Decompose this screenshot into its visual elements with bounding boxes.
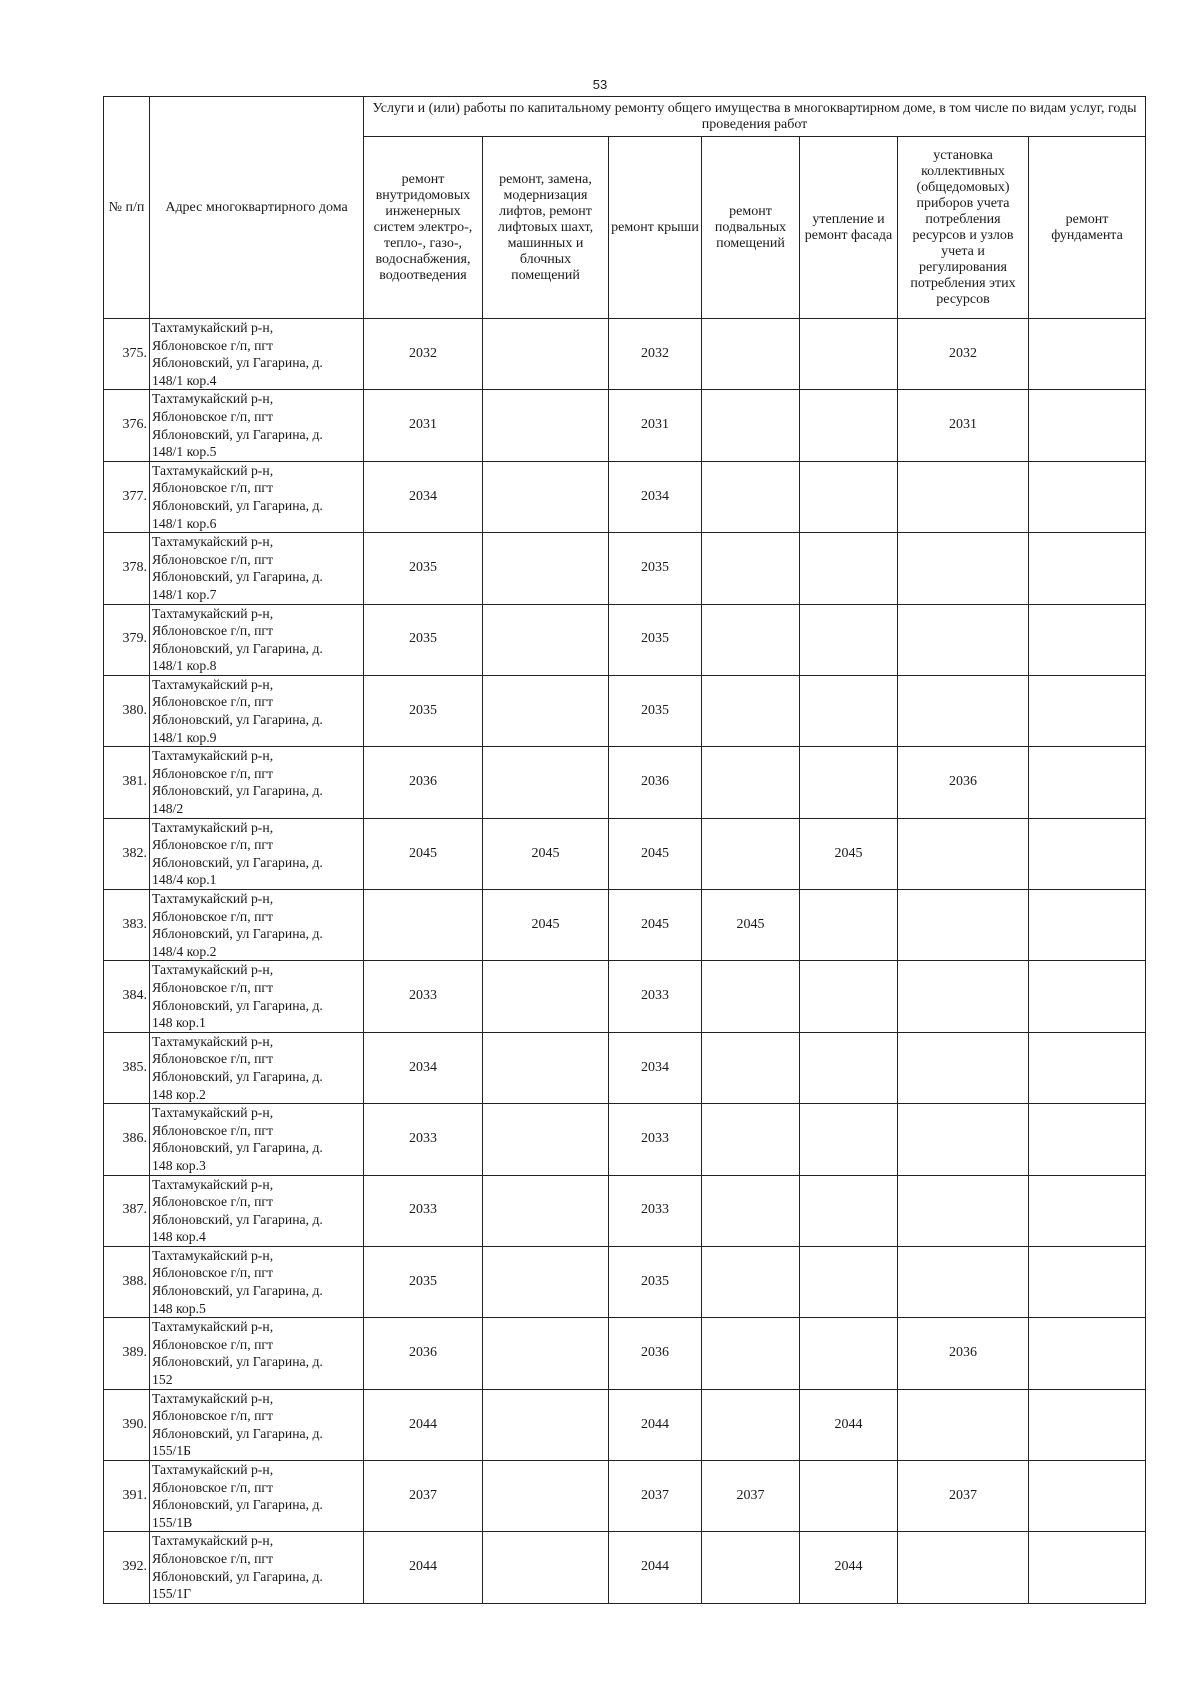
address-line: 148 кор.1 <box>152 1015 206 1031</box>
address-line: Яблоновское г/п, пгт <box>152 1336 274 1352</box>
address-line: Яблоновское г/п, пгт <box>152 408 274 424</box>
row-year-cell: 2035 <box>609 1246 702 1317</box>
row-year-cell <box>800 1246 898 1317</box>
table-row <box>104 1532 1146 1603</box>
table-row <box>104 1246 1146 1317</box>
address-line: Тахтамукайский р-н, <box>152 320 274 335</box>
address-line: Яблоновский, ул Гагарина, д. <box>152 854 323 870</box>
row-year-cell <box>483 319 609 390</box>
row-number: 379. <box>104 604 150 675</box>
row-year-cell <box>1029 1461 1146 1532</box>
row-year-cell: 2036 <box>364 747 483 818</box>
row-year-cell <box>800 1032 898 1103</box>
row-year-cell <box>483 461 609 532</box>
address-line: 148 кор.3 <box>152 1157 206 1173</box>
row-year-cell <box>1029 1532 1146 1603</box>
row-year-cell <box>483 1318 609 1389</box>
row-year-cell <box>1029 1032 1146 1103</box>
row-year-cell <box>800 675 898 746</box>
row-year-cell <box>898 1389 1029 1460</box>
address-line: Яблоновский, ул Гагарина, д. <box>152 497 323 513</box>
address-line: Яблоновское г/п, пгт <box>152 1408 274 1424</box>
row-year-cell <box>483 1032 609 1103</box>
address-line: Яблоновский, ул Гагарина, д. <box>152 1211 323 1227</box>
table-row <box>104 604 1146 675</box>
table-row <box>104 319 1146 390</box>
address-line: 148 кор.2 <box>152 1086 206 1102</box>
row-year-cell <box>800 961 898 1032</box>
row-number: 387. <box>104 1175 150 1246</box>
address-line: 148 кор.5 <box>152 1300 206 1316</box>
row-year-cell <box>702 747 800 818</box>
row-year-cell: 2035 <box>364 533 483 604</box>
address-line: Тахтамукайский р-н, <box>152 1533 274 1549</box>
row-year-cell <box>702 1246 800 1317</box>
row-year-cell <box>898 961 1029 1032</box>
address-line: Тахтамукайский р-н, <box>152 1105 274 1121</box>
row-year-cell <box>800 1104 898 1175</box>
address-line: 148/2 <box>152 801 184 817</box>
row-address <box>150 533 364 604</box>
row-year-cell <box>800 1318 898 1389</box>
row-address <box>150 818 364 889</box>
row-year-cell <box>1029 604 1146 675</box>
row-year-cell <box>898 890 1029 961</box>
row-address <box>150 1532 364 1603</box>
row-year-cell <box>483 1246 609 1317</box>
row-year-cell: 2037 <box>702 1461 800 1532</box>
address-line: Яблоновское г/п, пгт <box>152 1122 274 1138</box>
row-number: 382. <box>104 818 150 889</box>
row-year-cell <box>800 390 898 461</box>
row-year-cell: 2045 <box>702 890 800 961</box>
table-row <box>104 1318 1146 1389</box>
table-row <box>104 461 1146 532</box>
address-line: Яблоновский, ул Гагарина, д. <box>152 997 323 1013</box>
header-service-elevators: ремонт, замена, модернизация лифтов, ремонт лифтовых шахт, машинных и блочных помещений <box>483 137 609 319</box>
row-year-cell <box>1029 675 1146 746</box>
row-number: 376. <box>104 390 150 461</box>
table-row <box>104 1461 1146 1532</box>
row-year-cell <box>898 461 1029 532</box>
address-line: 148 кор.4 <box>152 1229 206 1245</box>
row-address <box>150 890 364 961</box>
row-year-cell <box>702 1532 800 1603</box>
row-number: 392. <box>104 1532 150 1603</box>
row-year-cell: 2044 <box>800 1532 898 1603</box>
row-year-cell: 2037 <box>364 1461 483 1532</box>
row-year-cell <box>702 818 800 889</box>
row-year-cell <box>898 1032 1029 1103</box>
row-year-cell <box>702 675 800 746</box>
row-year-cell <box>483 533 609 604</box>
address-line: Тахтамукайский р-н, <box>152 962 274 978</box>
row-year-cell <box>800 533 898 604</box>
row-year-cell <box>702 533 800 604</box>
header-service-foundation: ремонт фундамента <box>1029 137 1146 319</box>
row-year-cell <box>898 675 1029 746</box>
row-year-cell: 2035 <box>364 604 483 675</box>
address-line: Яблоновское г/п, пгт <box>152 1194 274 1210</box>
row-address <box>150 747 364 818</box>
row-address <box>150 675 364 746</box>
row-address <box>150 961 364 1032</box>
address-line: Тахтамукайский р-н, <box>152 1176 274 1192</box>
row-year-cell: 2031 <box>609 390 702 461</box>
address-line: Яблоновский, ул Гагарина, д. <box>152 640 323 656</box>
row-year-cell: 2037 <box>898 1461 1029 1532</box>
row-year-cell <box>1029 1318 1146 1389</box>
row-year-cell: 2045 <box>364 818 483 889</box>
address-line: Яблоновский, ул Гагарина, д. <box>152 1354 323 1370</box>
row-address <box>150 1032 364 1103</box>
row-year-cell <box>483 1175 609 1246</box>
row-year-cell: 2036 <box>609 1318 702 1389</box>
address-line: Тахтамукайский р-н, <box>152 534 274 550</box>
table-row <box>104 1175 1146 1246</box>
address-line: Яблоновское г/п, пгт <box>152 623 274 639</box>
address-line: Яблоновский, ул Гагарина, д. <box>152 1068 323 1084</box>
row-address <box>150 1461 364 1532</box>
address-line: Тахтамукайский р-н, <box>152 1247 274 1263</box>
address-line: 152 <box>152 1372 173 1388</box>
address-line: Яблоновское г/п, пгт <box>152 908 274 924</box>
address-line: Яблоновский, ул Гагарина, д. <box>152 1425 323 1441</box>
row-year-cell: 2045 <box>483 890 609 961</box>
address-line: Яблоновское г/п, пгт <box>152 1265 274 1281</box>
row-year-cell <box>702 1104 800 1175</box>
row-year-cell <box>483 1389 609 1460</box>
row-year-cell: 2033 <box>364 1104 483 1175</box>
row-year-cell: 2035 <box>609 533 702 604</box>
row-year-cell <box>702 961 800 1032</box>
row-year-cell: 2032 <box>609 319 702 390</box>
address-line: 155/1Г <box>152 1586 192 1602</box>
row-year-cell <box>1029 747 1146 818</box>
address-line: Яблоновское г/п, пгт <box>152 1051 274 1067</box>
row-number: 385. <box>104 1032 150 1103</box>
row-year-cell <box>800 747 898 818</box>
address-line: Яблоновский, ул Гагарина, д. <box>152 1497 323 1513</box>
row-year-cell <box>702 319 800 390</box>
row-year-cell: 2035 <box>609 675 702 746</box>
row-number: 384. <box>104 961 150 1032</box>
row-year-cell <box>702 1032 800 1103</box>
address-line: 148/1 кор.5 <box>152 444 217 460</box>
row-year-cell <box>800 604 898 675</box>
row-year-cell <box>702 1389 800 1460</box>
row-number: 383. <box>104 890 150 961</box>
row-year-cell <box>898 818 1029 889</box>
row-number: 380. <box>104 675 150 746</box>
address-line: 148/1 кор.6 <box>152 515 217 531</box>
table-row <box>104 747 1146 818</box>
address-line: Яблоновское г/п, пгт <box>152 480 274 496</box>
address-line: 148/4 кор.1 <box>152 872 217 888</box>
row-year-cell <box>898 1175 1029 1246</box>
row-address <box>150 319 364 390</box>
row-year-cell <box>1029 390 1146 461</box>
row-year-cell <box>898 604 1029 675</box>
row-year-cell: 2034 <box>609 461 702 532</box>
row-year-cell: 2037 <box>609 1461 702 1532</box>
address-line: Яблоновский, ул Гагарина, д. <box>152 569 323 585</box>
row-year-cell <box>702 390 800 461</box>
row-year-cell <box>1029 1104 1146 1175</box>
row-year-cell <box>483 1104 609 1175</box>
row-year-cell <box>702 604 800 675</box>
row-year-cell: 2035 <box>609 604 702 675</box>
address-line: Яблоновское г/п, пгт <box>152 694 274 710</box>
row-year-cell: 2033 <box>364 961 483 1032</box>
row-year-cell: 2035 <box>364 675 483 746</box>
row-year-cell: 2032 <box>364 319 483 390</box>
row-year-cell <box>898 533 1029 604</box>
capital-repair-table <box>103 96 1146 1604</box>
row-year-cell: 2036 <box>609 747 702 818</box>
header-service-basement: ремонт подвальных помещений <box>702 137 800 319</box>
address-line: Яблоновское г/п, пгт <box>152 837 274 853</box>
row-year-cell: 2044 <box>364 1532 483 1603</box>
address-line: Яблоновское г/п, пгт <box>152 337 274 353</box>
address-line: Яблоновский, ул Гагарина, д. <box>152 1140 323 1156</box>
row-year-cell: 2032 <box>898 319 1029 390</box>
row-year-cell: 2045 <box>609 818 702 889</box>
row-year-cell: 2033 <box>609 1104 702 1175</box>
row-number: 389. <box>104 1318 150 1389</box>
row-number: 391. <box>104 1461 150 1532</box>
address-line: Яблоновский, ул Гагарина, д. <box>152 355 323 371</box>
address-line: Тахтамукайский р-н, <box>152 1033 274 1049</box>
row-address <box>150 1389 364 1460</box>
row-address <box>150 1175 364 1246</box>
row-year-cell: 2033 <box>609 1175 702 1246</box>
row-year-cell <box>898 1104 1029 1175</box>
address-line: Тахтамукайский р-н, <box>152 819 274 835</box>
row-year-cell <box>702 1318 800 1389</box>
table-row <box>104 818 1146 889</box>
address-line: Яблоновский, ул Гагарина, д. <box>152 1283 323 1299</box>
row-year-cell: 2033 <box>609 961 702 1032</box>
row-year-cell <box>800 319 898 390</box>
row-year-cell: 2036 <box>898 747 1029 818</box>
row-year-cell <box>898 1246 1029 1317</box>
row-year-cell <box>702 461 800 532</box>
row-year-cell: 2044 <box>609 1532 702 1603</box>
row-address <box>150 390 364 461</box>
header-address: Адрес многоквартирного дома <box>150 97 364 319</box>
row-year-cell <box>364 890 483 961</box>
row-number: 390. <box>104 1389 150 1460</box>
table-row <box>104 890 1146 961</box>
row-address <box>150 1104 364 1175</box>
address-line: Яблоновское г/п, пгт <box>152 765 274 781</box>
table-row <box>104 1389 1146 1460</box>
row-address <box>150 461 364 532</box>
row-year-cell: 2033 <box>364 1175 483 1246</box>
address-line: Тахтамукайский р-н, <box>152 891 274 906</box>
row-year-cell <box>1029 461 1146 532</box>
header-service-roof: ремонт крыши <box>609 137 702 319</box>
address-line: 148/1 кор.8 <box>152 658 217 674</box>
address-line: 148/1 кор.7 <box>152 586 217 602</box>
row-year-cell <box>483 1461 609 1532</box>
row-number: 377. <box>104 461 150 532</box>
row-year-cell <box>1029 1246 1146 1317</box>
table-row <box>104 1104 1146 1175</box>
address-line: 148/1 кор.4 <box>152 372 217 388</box>
table-header <box>104 97 1146 319</box>
row-year-cell: 2036 <box>364 1318 483 1389</box>
row-year-cell: 2035 <box>364 1246 483 1317</box>
address-line: Яблоновское г/п, пгт <box>152 1479 274 1495</box>
table-row <box>104 675 1146 746</box>
row-year-cell: 2031 <box>898 390 1029 461</box>
address-line: 155/1В <box>152 1514 193 1530</box>
page-number: 53 <box>592 77 608 92</box>
row-number: 386. <box>104 1104 150 1175</box>
row-year-cell: 2034 <box>364 1032 483 1103</box>
address-line: Яблоновский, ул Гагарина, д. <box>152 426 323 442</box>
row-year-cell <box>800 1175 898 1246</box>
row-year-cell <box>1029 533 1146 604</box>
row-year-cell <box>483 604 609 675</box>
table-row <box>104 390 1146 461</box>
header-service-facade: утепление и ремонт фасада <box>800 137 898 319</box>
row-year-cell <box>800 461 898 532</box>
table-row <box>104 533 1146 604</box>
row-year-cell <box>483 675 609 746</box>
row-year-cell <box>702 1175 800 1246</box>
row-number: 378. <box>104 533 150 604</box>
row-year-cell <box>483 961 609 1032</box>
row-number: 388. <box>104 1246 150 1317</box>
row-year-cell: 2045 <box>483 818 609 889</box>
row-year-cell: 2044 <box>364 1389 483 1460</box>
address-line: Яблоновское г/п, пгт <box>152 551 274 567</box>
row-year-cell: 2045 <box>609 890 702 961</box>
row-year-cell <box>1029 890 1146 961</box>
address-line: Тахтамукайский р-н, <box>152 1462 274 1477</box>
row-year-cell <box>898 1532 1029 1603</box>
row-year-cell <box>1029 1175 1146 1246</box>
address-line: Тахтамукайский р-н, <box>152 748 274 764</box>
row-number: 375. <box>104 319 150 390</box>
address-line: Яблоновское г/п, пгт <box>152 1550 274 1566</box>
table-body <box>104 319 1146 1604</box>
address-line: Яблоновский, ул Гагарина, д. <box>152 783 323 799</box>
row-year-cell <box>1029 961 1146 1032</box>
row-year-cell: 2031 <box>364 390 483 461</box>
row-number: 381. <box>104 747 150 818</box>
row-year-cell <box>483 1532 609 1603</box>
table-row <box>104 961 1146 1032</box>
row-year-cell: 2045 <box>800 818 898 889</box>
header-service-engineering-systems: ремонт внутридомовых инженерных систем электро-, тепло-, газо-, водоснабжения, водоотведения <box>364 137 483 319</box>
row-year-cell: 2034 <box>364 461 483 532</box>
row-year-cell: 2036 <box>898 1318 1029 1389</box>
row-year-cell: 2034 <box>609 1032 702 1103</box>
row-address <box>150 1318 364 1389</box>
address-line: Тахтамукайский р-н, <box>152 676 274 692</box>
address-line: Тахтамукайский р-н, <box>152 462 274 478</box>
row-year-cell <box>800 1461 898 1532</box>
row-year-cell <box>800 890 898 961</box>
address-line: Тахтамукайский р-н, <box>152 391 274 407</box>
address-line: 148/1 кор.9 <box>152 729 217 745</box>
table-row <box>104 1032 1146 1103</box>
address-line: Яблоновское г/п, пгт <box>152 979 274 995</box>
row-year-cell <box>1029 1389 1146 1460</box>
row-year-cell <box>1029 818 1146 889</box>
row-address <box>150 604 364 675</box>
row-year-cell: 2044 <box>609 1389 702 1460</box>
address-line: Тахтамукайский р-н, <box>152 605 274 621</box>
address-line: Яблоновский, ул Гагарина, д. <box>152 926 323 942</box>
address-line: Яблоновский, ул Гагарина, д. <box>152 712 323 728</box>
row-year-cell <box>483 390 609 461</box>
address-line: 155/1Б <box>152 1443 192 1459</box>
header-number: № п/п <box>104 97 150 319</box>
address-line: Яблоновский, ул Гагарина, д. <box>152 1568 323 1584</box>
address-line: Тахтамукайский р-н, <box>152 1319 274 1335</box>
row-address <box>150 1246 364 1317</box>
address-line: Тахтамукайский р-н, <box>152 1390 274 1406</box>
header-services-group: Услуги и (или) работы по капитальному ремонту общего имущества в многоквартирном доме, в том числе по видам услуг, годы проведения работ <box>364 97 1146 137</box>
header-service-meters: установка коллективных (общедомовых) приборов учета потребления ресурсов и узлов учета и регулирования потребления этих ресурсов <box>898 137 1029 319</box>
row-year-cell <box>483 747 609 818</box>
row-year-cell <box>1029 319 1146 390</box>
address-line: 148/4 кор.2 <box>152 943 217 959</box>
row-year-cell: 2044 <box>800 1389 898 1460</box>
